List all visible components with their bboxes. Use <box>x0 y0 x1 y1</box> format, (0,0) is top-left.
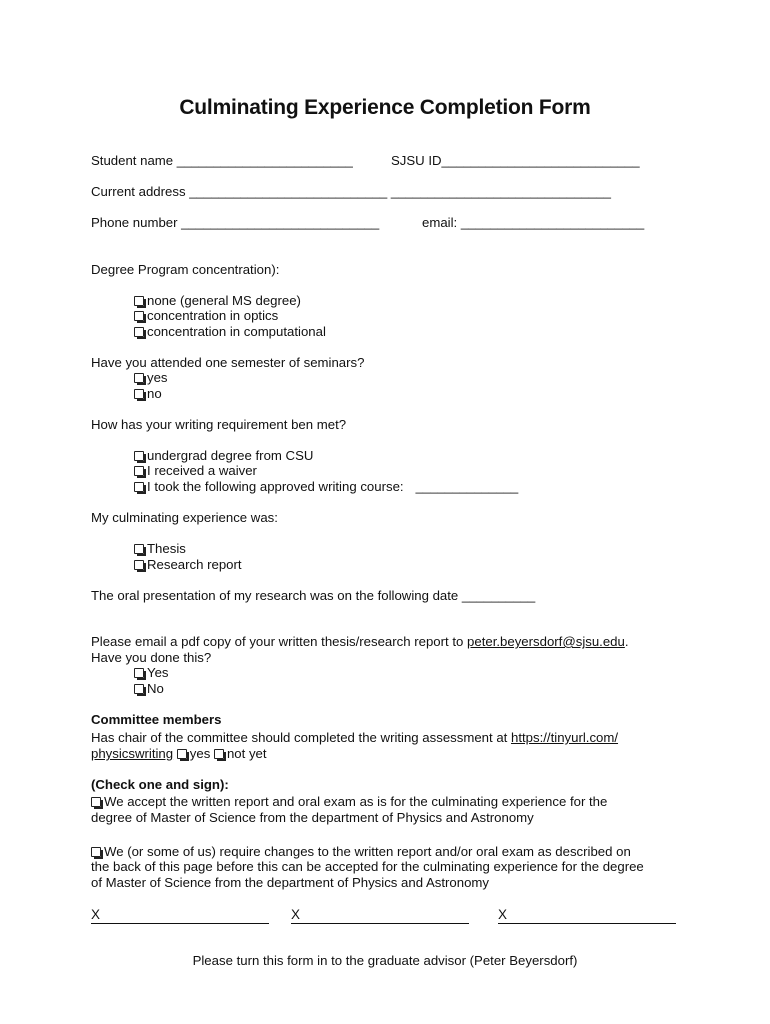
student-name-field[interactable]: Student name ________________________ <box>91 153 353 168</box>
signature-line-2[interactable]: X <box>291 907 469 924</box>
writing-option-course[interactable]: I took the following approved writing course: ______________ <box>134 479 518 494</box>
checkbox-icon[interactable] <box>134 560 144 570</box>
checkbox-icon[interactable] <box>134 668 144 678</box>
seminars-question: Have you attended one semester of seminars? <box>91 355 365 370</box>
checkbox-icon[interactable] <box>134 296 144 306</box>
checkbox-icon[interactable] <box>214 749 224 759</box>
current-address-field[interactable]: Current address ___________________________ ______________________________ <box>91 184 611 199</box>
checkbox-icon[interactable] <box>91 797 101 807</box>
checkbox-icon[interactable] <box>91 847 101 857</box>
seminars-option-no[interactable]: no <box>134 386 162 401</box>
tinyurl-link-part2[interactable]: physicswriting <box>91 746 174 761</box>
checkbox-icon[interactable] <box>134 684 144 694</box>
signature-line-3[interactable]: X <box>498 907 676 924</box>
sjsu-id-field[interactable]: SJSU ID___________________________ <box>391 153 640 168</box>
signature-line-1[interactable]: X <box>91 907 269 924</box>
culminating-option-report[interactable]: Research report <box>134 557 242 572</box>
writing-option-waiver[interactable]: I received a waiver <box>134 463 257 478</box>
checkbox-icon[interactable] <box>134 389 144 399</box>
degree-question: Degree Program concentration): <box>91 262 280 277</box>
checkbox-icon[interactable] <box>177 749 187 759</box>
email-field[interactable]: email: _________________________ <box>422 215 645 230</box>
email-link[interactable]: peter.beyersdorf@sjsu.edu <box>467 634 625 649</box>
committee-text: Has chair of the committee should completed the writing assessment at https://tinyurl.com/ <box>91 730 619 745</box>
footer-note: Please turn this form in to the graduate advisor (Peter Beyersdorf) <box>192 953 578 968</box>
oral-presentation-field[interactable]: The oral presentation of my research was on the following date __________ <box>91 588 536 603</box>
degree-option-general[interactable]: none (general MS degree) <box>134 293 301 308</box>
seminars-option-yes[interactable]: yes <box>134 370 168 385</box>
writing-course-blank[interactable]: ______________ <box>415 479 519 494</box>
checkbox-icon[interactable] <box>134 373 144 383</box>
page-title: Culminating Experience Completion Form <box>179 96 591 119</box>
culminating-question: My culminating experience was: <box>91 510 278 525</box>
phone-number-field[interactable]: Phone number ___________________________ <box>91 215 380 230</box>
writing-option-csu[interactable]: undergrad degree from CSU <box>134 448 313 463</box>
check-sign-heading: (Check one and sign): <box>91 777 229 792</box>
culminating-option-thesis[interactable]: Thesis <box>134 541 186 556</box>
checkbox-icon[interactable] <box>134 544 144 554</box>
email-copy-option-yes[interactable]: Yes <box>134 665 169 680</box>
email-copy-question: Have you done this? <box>91 650 212 665</box>
committee-heading: Committee members <box>91 712 222 727</box>
degree-option-optics[interactable]: concentration in optics <box>134 308 278 323</box>
email-copy-text: Please email a pdf copy of your written thesis/research report to peter.beyersdorf@sjsu.edu. <box>91 634 629 649</box>
checkbox-icon[interactable] <box>134 482 144 492</box>
degree-option-computational[interactable]: concentration in computational <box>134 324 326 339</box>
checkbox-icon[interactable] <box>134 451 144 461</box>
writing-question: How has your writing requirement ben met? <box>91 417 347 432</box>
accept-option[interactable]: We accept the written report and oral exam as is for the culminating experience for the <box>91 794 607 809</box>
require-changes-option[interactable]: We (or some of us) require changes to the written report and/or oral exam as described on <box>91 844 631 859</box>
require-changes-line2: the back of this page before this can be accepted for the culminating experience for the degree <box>91 859 644 874</box>
tinyurl-link-part1[interactable]: https://tinyurl.com/ <box>511 730 619 745</box>
checkbox-icon[interactable] <box>134 311 144 321</box>
require-changes-line3: of Master of Science from the department of Physics and Astronomy <box>91 875 490 890</box>
committee-options: physicswriting yes not yet <box>91 746 267 761</box>
email-copy-option-no[interactable]: No <box>134 681 164 696</box>
accept-option-line2: degree of Master of Science from the department of Physics and Astronomy <box>91 810 534 825</box>
checkbox-icon[interactable] <box>134 466 144 476</box>
checkbox-icon[interactable] <box>134 327 144 337</box>
